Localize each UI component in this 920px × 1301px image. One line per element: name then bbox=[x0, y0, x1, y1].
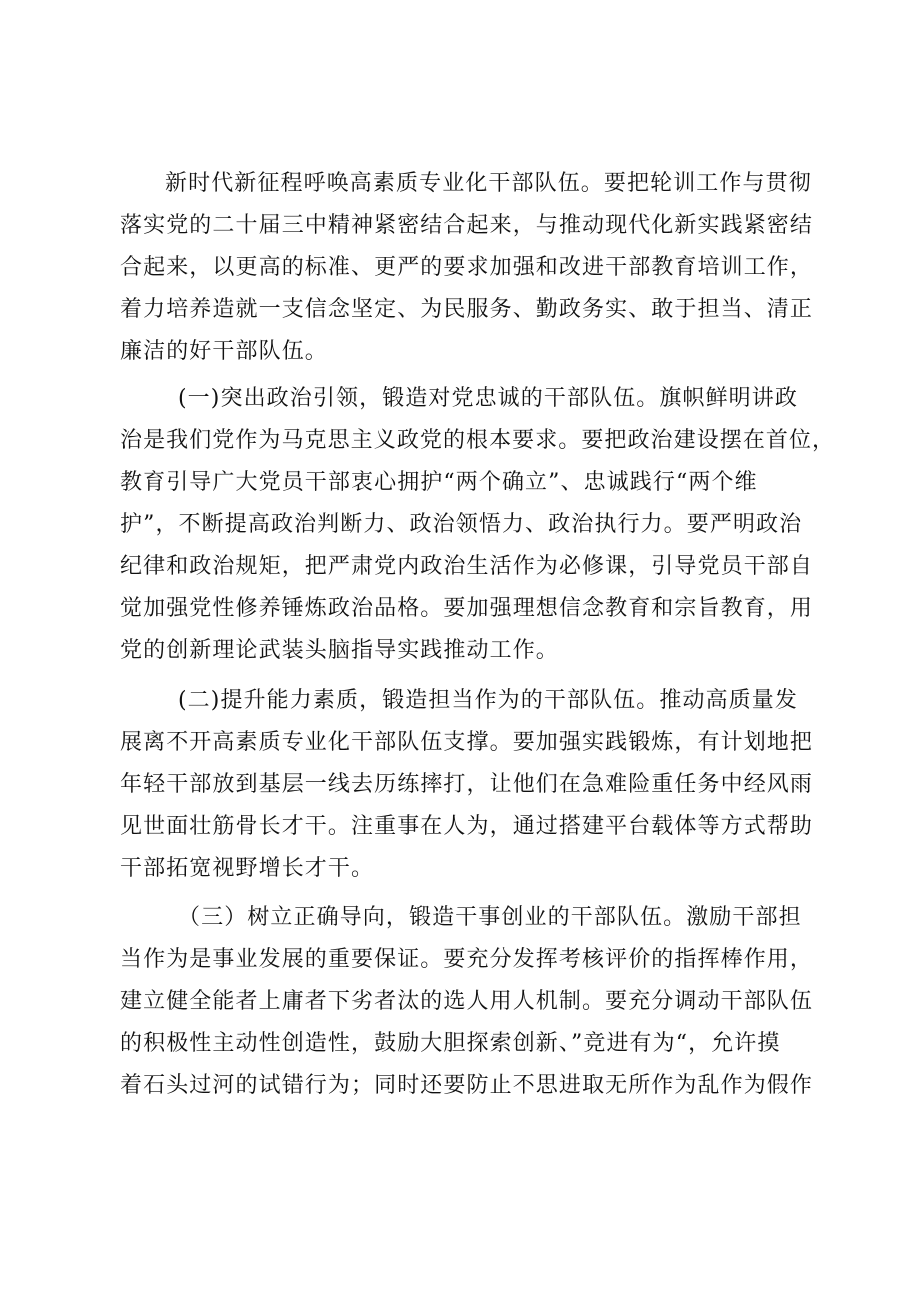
paragraph-4-line-4: 的积极性主动性创造性，鼓励大胆探索创新、”竞进有为“，允许摸 bbox=[120, 1031, 781, 1056]
paragraph-2-line-3: 教育引导广大党员干部衷心拥护“两个确立”、忠诚践行“两个维 bbox=[120, 470, 758, 495]
paragraph-1-line-2: 落实党的二十届三中精神紧密结合起来，与推动现代化新实践紧密结 bbox=[120, 213, 814, 238]
paragraph-3-line-5: 干部拓宽视野增长才干。 bbox=[120, 856, 375, 881]
paragraph-3-line-3: 年轻干部放到基层一线去历练摔打，让他们在急难险重任务中经风雨 bbox=[120, 772, 814, 797]
paragraph-3-line-2: 展离不开高素质专业化干部队伍支撑。要加强实践锻炼，有计划地把 bbox=[120, 730, 814, 755]
paragraph-2-line-4: 护”，不断提高政治判断力、政治领悟力、政治执行力。要严明政治 bbox=[120, 512, 803, 537]
paragraph-2-line-1: (一)突出政治引领，锻造对党忠诚的干部队伍。旗帜鲜明讲政 bbox=[178, 386, 798, 411]
paragraph-1-line-3: 合起来，以更高的标准、更严的要求加强和改进干部教育培训工作， bbox=[120, 255, 814, 280]
paragraph-4-line-1: （三）树立正确导向，锻造干事创业的干部队伍。激励干部担 bbox=[178, 905, 802, 930]
paragraph-4-line-5: 着石头过河的试错行为；同时还要防止不思进取无所作为乱作为假作 bbox=[120, 1073, 814, 1098]
paragraph-4-line-2: 当作为是事业发展的重要保证。要充分发挥考核评价的指挥棒作用， bbox=[120, 947, 814, 972]
paragraph-2-line-5: 纪律和政治规矩，把严肃党内政治生活作为必修课，引导党员干部自 bbox=[120, 554, 814, 579]
paragraph-2-line-2: 治是我们党作为马克思主义政党的根本要求。要把政治建设摆在首位， bbox=[120, 428, 836, 453]
paragraph-2-line-6: 觉加强党性修养锤炼政治品格。要加强理想信念教育和宗旨教育，用 bbox=[120, 596, 814, 621]
paragraph-4-line-3: 建立健全能者上庸者下劣者汰的选人用人机制。要充分调动干部队伍 bbox=[120, 989, 814, 1014]
paragraph-2-line-7: 党的创新理论武装头脑指导实践推动工作。 bbox=[120, 638, 559, 663]
paragraph-1-line-1: 新时代新征程呼唤高素质专业化干部队伍。要把轮训工作与贯彻 bbox=[165, 171, 812, 196]
paragraph-3-line-4: 见世面壮筋骨长才干。注重事在人为，通过搭建平台载体等方式帮助 bbox=[120, 814, 814, 839]
paragraph-1-line-4: 着力培养造就一支信念坚定、为民服务、勤政务实、敢于担当、清正 bbox=[120, 297, 814, 322]
paragraph-1-line-5: 廉洁的好干部队伍。 bbox=[120, 339, 328, 364]
paragraph-3-line-1: (二)提升能力素质，锻造担当作为的干部队伍。推动高质量发 bbox=[178, 688, 798, 713]
